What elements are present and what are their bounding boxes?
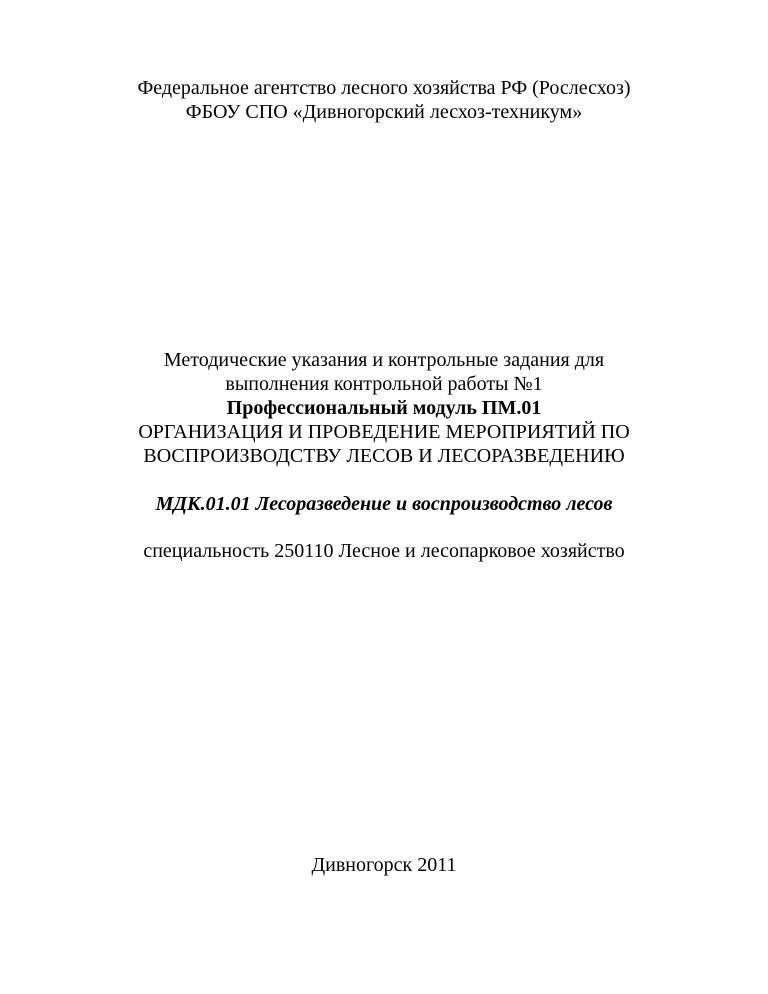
agency-name: Федеральное агентство лесного хозяйства РФ (Рослесхоз): [137, 77, 631, 99]
course-name: МДК.01.01 Лесоразведение и воспроизводство лесов: [155, 493, 613, 515]
title-line-2: выполнения контрольной работы №1: [225, 373, 543, 395]
place-year: Дивногорск 2011: [311, 854, 457, 876]
module-name: Профессиональный модуль ПМ.01: [226, 397, 542, 419]
module-title-line-1: ОРГАНИЗАЦИЯ И ПРОВЕДЕНИЕ МЕРОПРИЯТИЙ ПО: [138, 421, 630, 443]
module-title-line-2: ВОСПРОИЗВОДСТВУ ЛЕСОВ И ЛЕСОРАЗВЕДЕНИЮ: [143, 445, 625, 467]
specialty-line: специальность 250110 Лесное и лесопарковое хозяйство: [143, 540, 625, 562]
title-line-1: Методические указания и контрольные задания для: [163, 349, 605, 371]
institution-name: ФБОУ СПО «Дивногорский лесхоз-техникум»: [185, 101, 583, 123]
